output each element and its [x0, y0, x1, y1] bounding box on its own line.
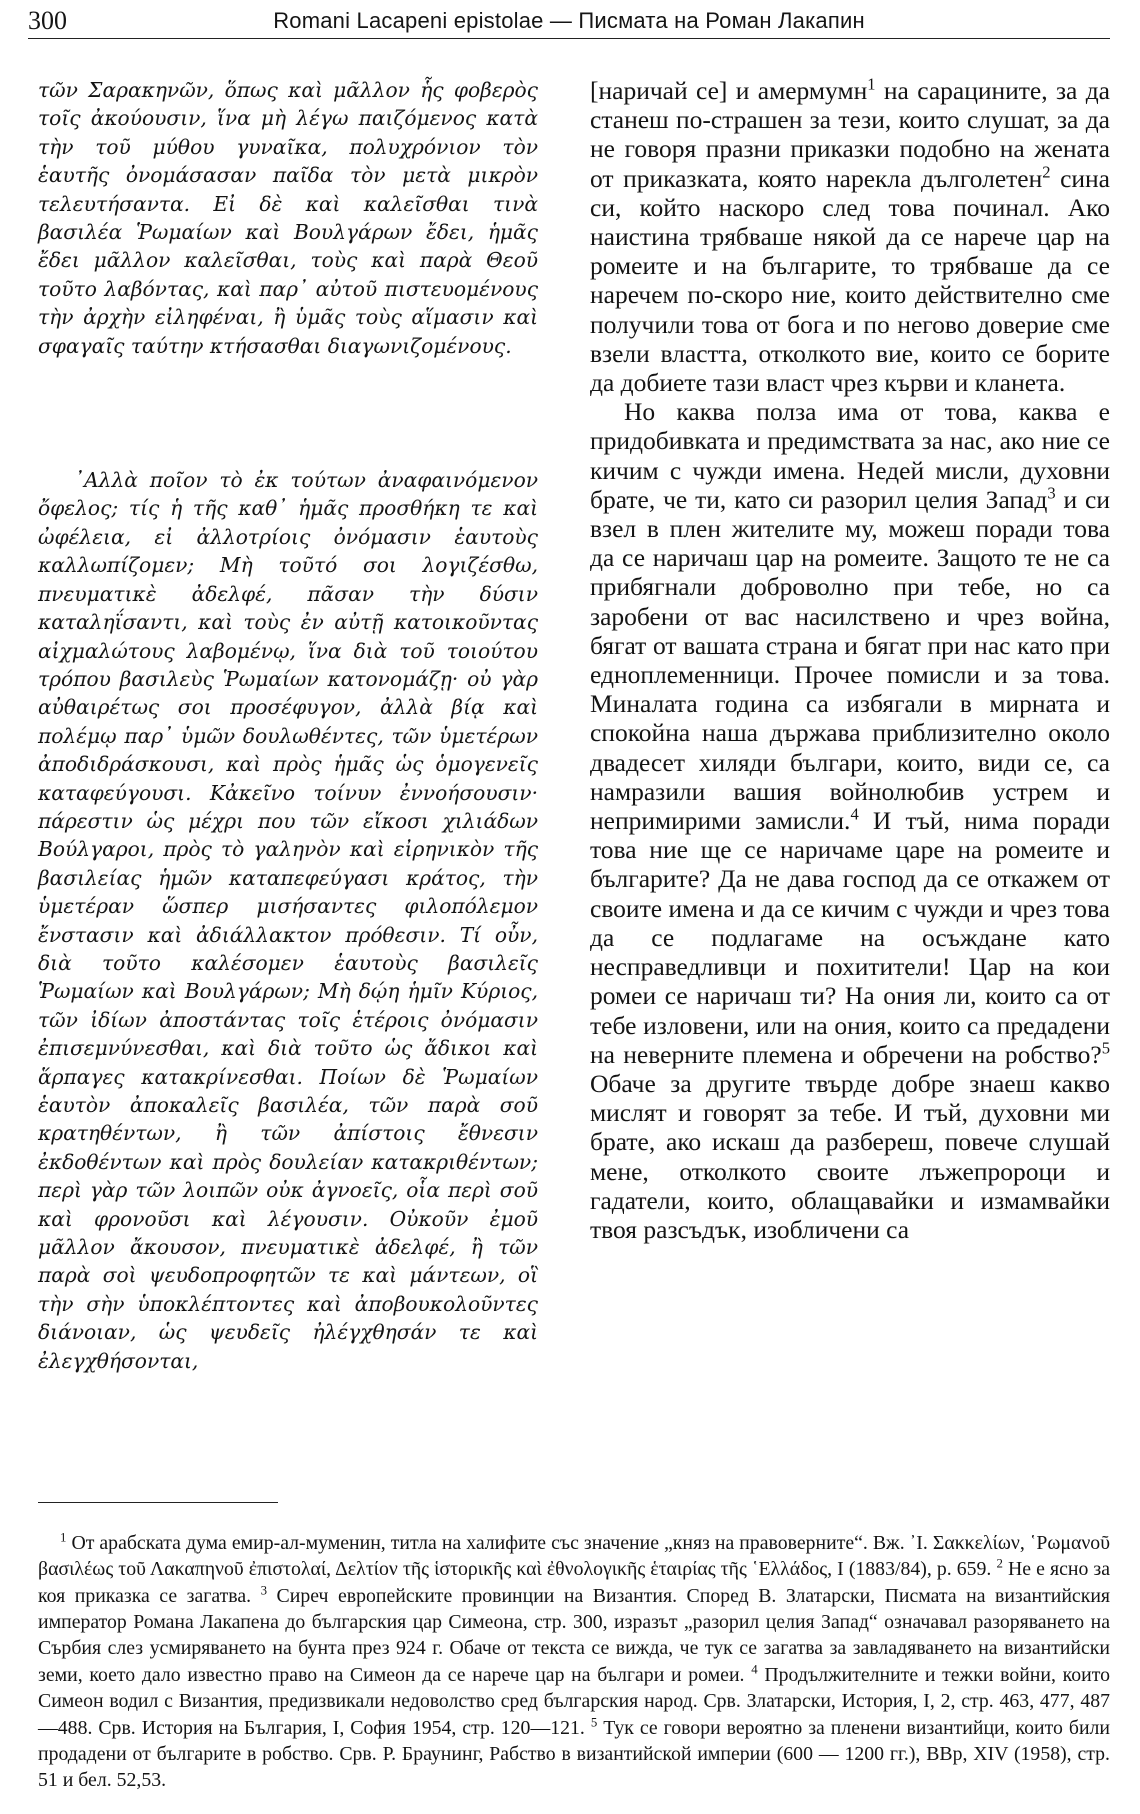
footnotes	[38, 1510, 1110, 1814]
footnote-2: Не е ясно за коя приказка се загатва.	[38, 1558, 1111, 1607]
footnote-rule	[38, 1502, 278, 1503]
footnote-mark-2: 2	[996, 1556, 1003, 1571]
greek-column	[38, 76, 538, 1375]
text-run: Но каква полза има от това, каква е придобивката и предимствата за нас, ако ние се кичим с чужди имена. Недей мисли, духовни брате, че ти, като си разорил целия Запад	[590, 397, 1110, 514]
bulgarian-paragraph-2	[590, 397, 1110, 1244]
text-run: на сарацините, за да станеш по-страшен за тези, които слушат, за да не говоря празни приказки подобно на жената от приказката, която нарекла дълголетен	[590, 76, 1111, 193]
footnote-mark-5: 5	[590, 1715, 598, 1730]
page-number: 300	[28, 6, 67, 35]
footnote-mark-4: 4	[751, 1662, 758, 1677]
footnote-ref-2: 2	[1042, 162, 1051, 182]
footnote-3: Сиреч европейските провинции на Византия. Според В. Златарски, Писмата на византийския император Романа Лакапена до българския цар Симеона, стр. 300, изразът „разорил целия Запад“ означавал разоряването на Сърбия слез усмиряването на бунта през 924 г. Обаче от текста се вижда, че тук се загатва за завладяването на византийски земи, което дало известно право на Симеон да се нарече цар на българи и ромеи.	[38, 1584, 1111, 1686]
page-header	[28, 6, 1110, 39]
bulgarian-paragraph-1	[590, 76, 1110, 397]
text-run: И тъй, нима поради това ние ще се наричаме царе на ромеите и българите? Да не дава господ да се откажем от своите имена и да се кичим с чужди и чрез това да се подлагаме на осъждане като несправедливци и похитители! Цар на кои ромеи се наричаш ти? На ония ли, които са от тебе изловени, или на ония, които са предадени на неверните племена и обречени на робство?	[590, 806, 1110, 1069]
bulgarian-column	[590, 76, 1110, 1244]
footnote-mark-1: 1	[60, 1530, 67, 1545]
footnote-mark-3: 3	[260, 1583, 268, 1598]
greek-paragraph-1: τῶν Σαρακηνῶν, ὅπως καὶ μᾶλλον ἧς φοβερὸς τοῖς ἀκούουσιν, ἵνα μὴ λέγω παιζόμενος κατὰ τὴν τοῦ μύθου γυναῖκα, πολυχρόνιον τὸν ἑαυτῆς ὀνομάσασαν παῖδα τὸν μετὰ μικρὸν τελευτήσαντα. Εἰ δὲ καὶ καλεῖσθαι τινὰ βασιλέα Ῥωμαίων καὶ Βουλγάρων ἔδει, ἡμᾶς ἔδει μᾶλλον καλεῖσθαι, τοὺς καὶ παρὰ Θεοῦ τοῦτο λαβόντας, καὶ παρ᾿ αὐτοῦ πιστευομένους τὴν ἀρχὴν εἰληφέναι, ἢ ὑμᾶς τοὺς αἵμασιν καὶ σφαγαῖς ταύτην κτήσασθαι διαγωνιζομένους.	[38, 78, 538, 358]
footnote-ref-4: 4	[850, 804, 859, 824]
running-title: Romani Lacapeni epistolae — Писмата на Роман Лакапин	[273, 8, 865, 33]
text-run: Обаче за другите твърде добре знаеш какво мислят и говорят за тебе. И тъй, духовни ми брате, ако искаш да разбереш, повече слушай мене, отколкото своите лъжепророци и гадатели, които, облащавайки и измамвайки твоя разсъдък, изобличени са	[590, 1068, 1110, 1244]
text-run: [наричай се] и амермумн	[590, 76, 868, 105]
footnote-block	[38, 1530, 1110, 1794]
footnote-ref-1: 1	[867, 74, 876, 94]
footnote-5: Тук се говори вероятно за пленени византийци, които били продадени от българите в робство. Срв. Р. Браунинг, Рабство в византийской империи (600 — 1200 гг.), ВВр, XIV (1958), стр. 51 и бел. 52,53.	[38, 1716, 1110, 1792]
footnote-4: Продължителните и тежки войни, които Симеон водил с Византия, предизвикали недоволство сред българския народ. Срв. Златарски, История, I, 2, стр. 463, 477, 487—488. Срв. История на България, I, София 1954, стр. 120—121.	[38, 1663, 1110, 1739]
footnote-ref-5: 5	[1101, 1038, 1110, 1058]
footnote-1: От арабската дума емир-ал-муменин, титла на халифите със значение „княз на правоверните“. Вж. ᾿Ι. Σακκελίων, ῾Ρωμανοῦ βασιλέως τοῦ Λακαπηνοῦ ἐπιστολαί, Δελτίον τῆς ἱστορικῆς καὶ ἐθνολογικῆς ἑταιρίας τῆς ῾Ελλάδος, I (1883/84), p. 659.	[38, 1531, 1110, 1581]
footnote-ref-3: 3	[1047, 483, 1056, 503]
text-run: и си взел в плен жителите му, можеш поради това да се наричаш цар на ромеите. Защото те не са прибягнали доброволно при тебе, но са заробени от вас насилствено и чрез война, бягат от вашата страна и бягат при нас като при едноплеменници. Прочее помисли и за това. Миналата година са избягали в мирната и спокойна наша държава приблизително около двадесет хиляди българи, които, види се, са намразили вашия войнолюбив устрем и непримирими замисли.	[590, 484, 1110, 836]
text-run: сина си, който наскоро след това починал. Ако наистина трябваше някой да се нарече цар на ромеите и на българите, то трябваше да се наречем по-скоро ние, които действително сме получили това от бога и по негово доверие сме взели властта, отколкото вие, които се борите да добиете тази власт чрез кърви и кланета.	[590, 163, 1110, 398]
greek-paragraph-2: ᾿Αλλὰ ποῖον τὸ ἐκ τούτων ἀναφαινόμενον ὄφελος; τίς ἡ τῆς καθ᾿ ἡμᾶς προσθήκη τε καὶ ὠφέλεια, εἰ ἀλλοτρίοις ὀνόμασιν ἑαυτοὺς καλλωπίζομεν; Μὴ τοῦτό σοι λογιζέσθω, πνευματικὲ ἀδελφέ, πᾶσαν τὴν δύσιν καταληΐσαντι, καὶ τοὺς ἐν αὐτῇ κατοικοῦντας αἰχμαλώτους λαβομένῳ, ἵνα διὰ τοῦ τοιούτου τρόπου βασιλεὺς Ῥωμαίων κατονομάζῃ· οὐ γὰρ αὐθαιρέτως σοι προσέφυγον, ἀλλὰ βίᾳ καὶ πολέμῳ παρ᾿ ὑμῶν δουλωθέντες, τῶν ὑμετέρων ἀποδιδράσκουσι, καὶ πρὸς ἡμᾶς ὡς ὁμογενεῖς καταφεύγουσι. Κἀκεῖνο τοίνυν ἐννοήσουσιν· πάρεστιν ὡς μέχρι που τῶν εἴκοσι χιλιάδων Βούλγαροι, πρὸς τὸ γαληνὸν καὶ εἰρηνικὸν τῆς βασιλείας ἡμῶν καταπεφεύγασι κράτος, τὴν ὑμετέραν ὥσπερ μισήσαντες φιλοπόλεμον ἔνστασιν καὶ ἀδιάλλακτον πρόθεσιν. Τί οὖν, διὰ τοῦτο καλέσομεν ἑαυτοὺς βασιλεῖς Ῥωμαίων καὶ Βουλγάρων; Μὴ δῴη ἡμῖν Κύριος, τῶν ἰδίων ἀποστάντας τοῖς ἑτέροις ὀνόμασιν ἐπισεμνύνεσθαι, καὶ διὰ τοῦτο ὡς ἄδικοι καὶ ἅρπαγες κατακρίνεσθαι. Ποίων δὲ Ῥωμαίων ἑαυτὸν ἀποκαλεῖς βασιλέα, τῶν παρὰ σοῦ κρατηθέντων, ἢ τῶν ἀπίστοις ἔθνεσιν ἐκδοθέντων καὶ πρὸς δουλείαν κατακριθέντων; περὶ γὰρ τῶν λοιπῶν οὐκ ἀγνοεῖς, οἷα περὶ σοῦ καὶ φρονοῦσι καὶ λέγουσιν. Οὐκοῦν ἐμοῦ μᾶλλον ἄκουσον, πνευματικὲ ἀδελφέ, ἢ τῶν παρὰ σοὶ ψευδοπροφητῶν τε καὶ μάντεων, οἳ τὴν σὴν ὑποκλέπτοντες καὶ ἀποβουκολοῦντες διάνοιαν, ὡς ψευδεῖς ἠλέγχθησάν τε καὶ ἐλεγχθήσονται,	[38, 468, 538, 1373]
